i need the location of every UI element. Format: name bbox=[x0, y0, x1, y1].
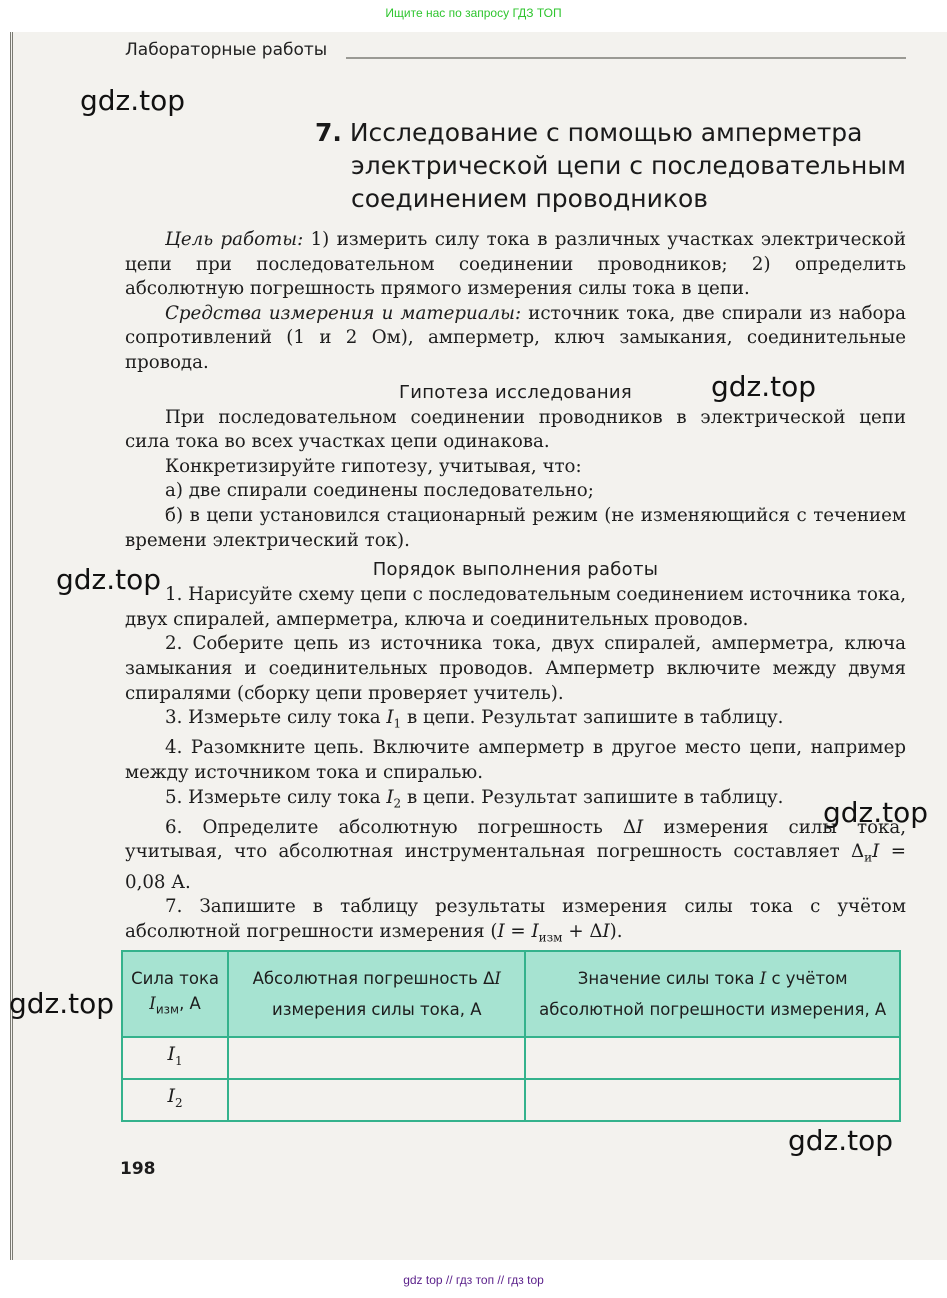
subscript: изм bbox=[155, 1002, 180, 1017]
italic-text: I bbox=[531, 920, 539, 942]
text-segment: При последовательном соединении проводников в электрической цепи сила тока во всех участках цепи одинакова. bbox=[125, 406, 906, 453]
text-segment: 2. Соберите цепь из источника тока, двух спиралей, амперметра, ключа замыкания и соединительных проводов. Амперметр включите между двумя спиралями (сборку цепи проверяет учитель). bbox=[125, 633, 906, 704]
variable: I bbox=[167, 1043, 176, 1066]
text-segment: в цепи. Результат запишите в таблицу. bbox=[401, 786, 784, 808]
bottom-banner: gdz top // гдз топ // гдз top bbox=[403, 1273, 544, 1287]
header-text: Значение силы тока bbox=[577, 968, 760, 988]
textbook-page bbox=[10, 32, 947, 1260]
watermark: gdz.top bbox=[823, 796, 929, 829]
italic-text: I bbox=[602, 920, 610, 942]
paragraph bbox=[125, 228, 906, 302]
header-text: измерения силы тока, А bbox=[271, 1000, 482, 1020]
subscript: и bbox=[864, 850, 873, 865]
results-table bbox=[121, 950, 901, 1122]
empty-cell bbox=[525, 1079, 900, 1121]
table-row bbox=[122, 1079, 900, 1121]
subscript: 2 bbox=[393, 796, 402, 811]
title-line: соединением проводников bbox=[351, 184, 709, 213]
header-text: с учётом абсолютной погрешности измерения, А bbox=[539, 968, 887, 1020]
subscript: изм bbox=[538, 930, 563, 945]
paragraph bbox=[125, 786, 906, 816]
empty-cell bbox=[525, 1037, 900, 1079]
empty-cell bbox=[228, 1079, 525, 1121]
paragraph bbox=[125, 895, 906, 950]
running-header: Лабораторные работы bbox=[125, 40, 328, 60]
header-text: Сила тока bbox=[131, 968, 220, 988]
paragraph bbox=[125, 455, 906, 480]
text-segment: ). bbox=[609, 920, 623, 942]
column-header bbox=[228, 951, 525, 1037]
paragraph bbox=[125, 302, 906, 376]
watermark: gdz.top bbox=[788, 1124, 894, 1157]
text-segment: в цепи. Результат запишите в таблицу. bbox=[401, 707, 784, 729]
paragraph bbox=[125, 406, 906, 455]
text-segment: а) две спирали соединены последовательно; bbox=[165, 480, 594, 502]
italic-text: Средства измерения и материалы: bbox=[165, 302, 522, 324]
section-heading: Порядок выполнения работы bbox=[372, 559, 659, 581]
row-label-cell bbox=[122, 1037, 228, 1079]
text-segment: 5. Измерьте силу тока bbox=[165, 786, 387, 808]
paragraph bbox=[125, 706, 906, 736]
column-header bbox=[525, 951, 900, 1037]
watermark: gdz.top bbox=[80, 84, 186, 117]
paragraph bbox=[125, 479, 906, 504]
text-segment: 3. Измерьте силу тока bbox=[165, 707, 387, 729]
column-header bbox=[122, 951, 228, 1037]
italic-text: I bbox=[386, 786, 394, 808]
page-number: 198 bbox=[120, 1159, 156, 1179]
header-divider bbox=[346, 57, 906, 59]
variable: I bbox=[149, 993, 156, 1013]
subscript: 1 bbox=[175, 1053, 183, 1068]
subscript: 2 bbox=[175, 1095, 183, 1110]
title-line: электрической цепи с последовательным bbox=[351, 151, 906, 180]
text-segment: источник тока, две спирали из набора сопротивлений (1 и 2 Ом), амперметр, ключ замыкания, соединительные провода. bbox=[125, 302, 906, 373]
empty-cell bbox=[228, 1037, 525, 1079]
text-segment: = bbox=[504, 920, 532, 942]
section-heading: Гипотеза исследования bbox=[398, 381, 633, 403]
text-segment: + Δ bbox=[562, 920, 603, 942]
variable: I bbox=[494, 968, 501, 988]
variable: I bbox=[167, 1085, 176, 1108]
text-segment: б) в цепи установился стационарный режим (не изменяющийся с течением времени электрический ток). bbox=[125, 504, 906, 551]
subscript: 1 bbox=[393, 716, 402, 731]
text-segment: = 0,08 А. bbox=[125, 841, 906, 893]
title-line: Исследование с помощью амперметра bbox=[349, 118, 863, 147]
paragraph bbox=[125, 632, 906, 706]
watermark: gdz.top bbox=[56, 563, 162, 596]
text-segment: 1) измерить силу тока в различных участках электрической цепи при последовательном соединении проводников; 2) определить абсолютную погрешность прямого измерения силы тока в цепи. bbox=[125, 229, 906, 300]
italic-text: I bbox=[497, 920, 505, 942]
text-segment: Конкретизируйте гипотезу, учитывая, что: bbox=[165, 455, 582, 477]
variable: I bbox=[759, 968, 767, 988]
top-banner: Ищите нас по запросу ГДЗ ТОП bbox=[385, 6, 562, 20]
lab-body bbox=[125, 228, 906, 950]
watermark: gdz.top bbox=[711, 370, 817, 403]
italic-text: I bbox=[386, 707, 394, 729]
text-segment: 1. Нарисуйте схему цепи с последовательным соединением источника тока, двух спиралей, амперметра, ключа и соединительных проводов. bbox=[125, 584, 906, 630]
lab-number: 7. bbox=[315, 118, 342, 147]
text-segment: измерения силы тока, учитывая, что абсолютная инструментальная погрешность составляет Δ bbox=[125, 816, 907, 863]
italic-text: I bbox=[636, 816, 644, 838]
header-text: , А bbox=[179, 993, 201, 1013]
text-segment: 7. Запишите в таблицу результаты измерения силы тока с учётом абсолютной погрешности измерения ( bbox=[125, 896, 906, 942]
header-text: Абсолютная погрешность Δ bbox=[252, 968, 495, 988]
paragraph bbox=[125, 736, 906, 785]
text-segment: 4. Разомкните цепь. Включите амперметр в другое место цепи, например между источником тока и спиралью. bbox=[125, 737, 906, 783]
table-row bbox=[122, 1037, 900, 1079]
text-segment: 6. Определите абсолютную погрешность Δ bbox=[165, 816, 637, 838]
paragraph bbox=[125, 583, 906, 632]
paragraph bbox=[125, 816, 906, 895]
italic-text: Цель работы: bbox=[165, 229, 304, 250]
italic-text: I bbox=[872, 841, 880, 863]
lab-title bbox=[315, 116, 935, 215]
paragraph bbox=[125, 504, 906, 553]
row-label-cell bbox=[122, 1079, 228, 1121]
watermark: gdz.top bbox=[9, 987, 115, 1020]
